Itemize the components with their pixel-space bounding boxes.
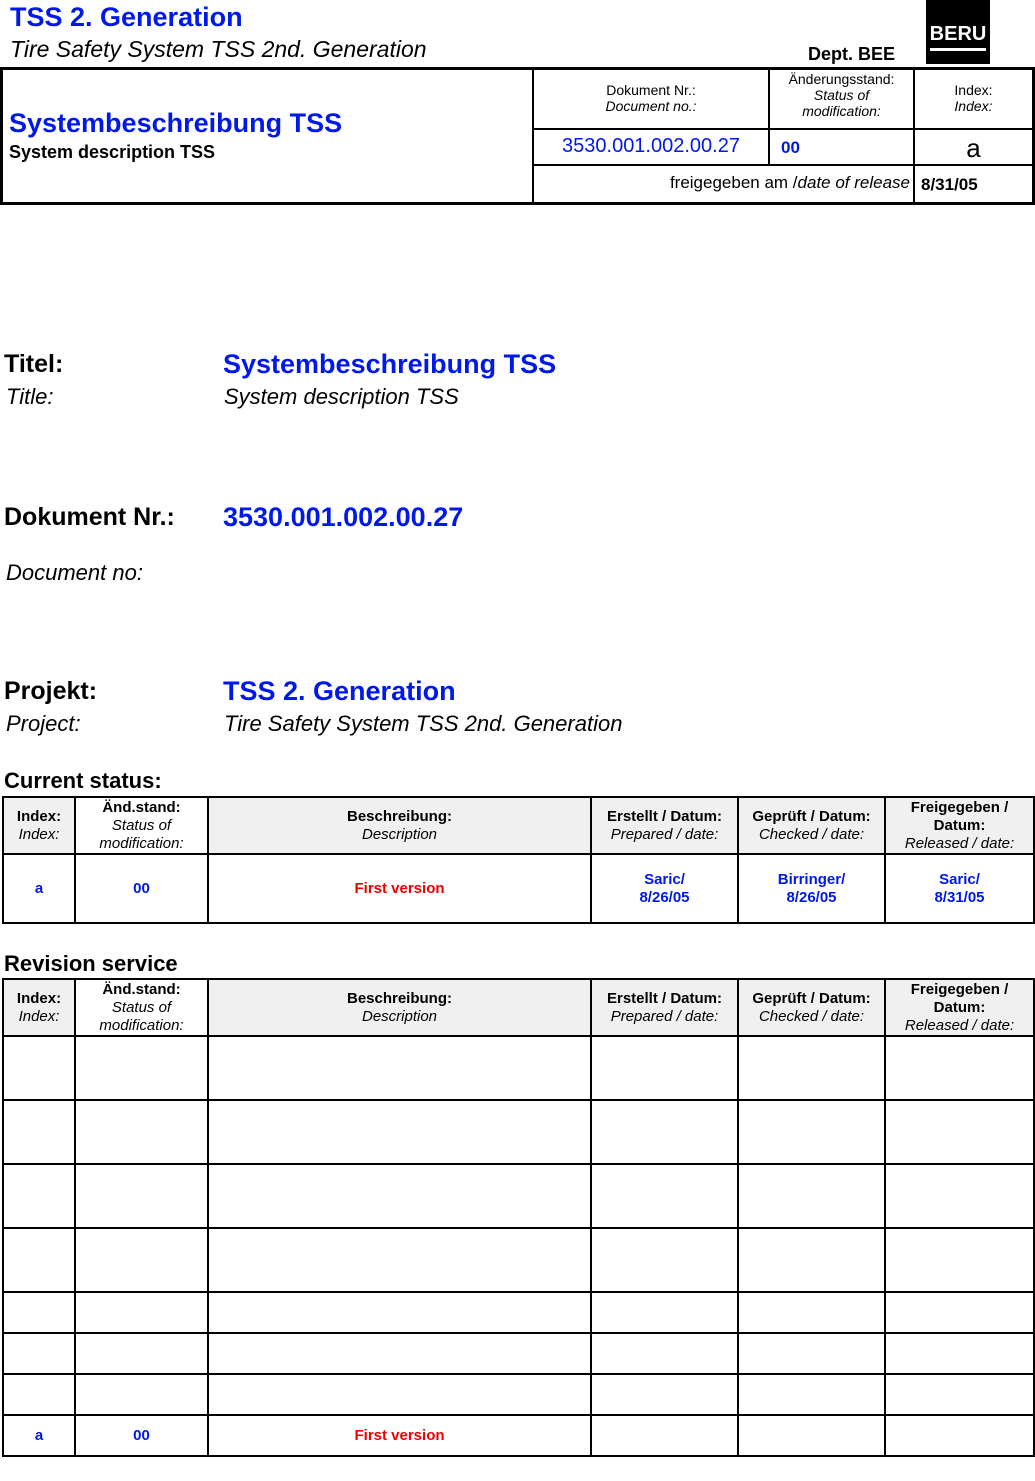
table-row (3, 1228, 1034, 1292)
title-value: Systembeschreibung TSS (223, 349, 557, 379)
current-status-heading: Current status: (4, 768, 162, 793)
docno-body-value: 3530.001.002.00.27 (223, 502, 464, 532)
project-value-en: Tire Safety System TSS 2nd. Generation (224, 711, 623, 736)
index-value: a (966, 133, 981, 163)
project-label-en: Project: (6, 711, 81, 736)
table-row (3, 1292, 1034, 1333)
status-value: 00 (781, 138, 800, 157)
col-prepared-header: Erstellt / Datum: Prepared / date: (591, 797, 738, 854)
row-released: Saric/ 8/31/05 (885, 854, 1034, 923)
table-header-row (3, 797, 1034, 854)
col-index-header: Index: Index: (3, 797, 75, 854)
col-status-header: Änd.stand: Status of modification: (75, 979, 208, 1036)
row-index: a (3, 1415, 75, 1456)
docno-body-label: Dokument Nr.: (4, 503, 175, 531)
release-label (534, 173, 910, 193)
project-value: TSS 2. Generation (223, 676, 456, 706)
row-prepared: Saric/ 8/26/05 (591, 854, 738, 923)
status-label-en-2: modification: (802, 103, 881, 120)
col-checked-header: Geprüft / Datum: Checked / date: (738, 797, 885, 854)
docno-value: 3530.001.002.00.27 (562, 135, 740, 157)
doc-title: Systembeschreibung TSS (9, 108, 343, 138)
row-status: 00 (75, 854, 208, 923)
release-label-en: date of release (797, 173, 910, 192)
col-checked-header: Geprüft / Datum: Checked / date: (738, 979, 885, 1036)
docno-label: Dokument Nr.: (606, 82, 696, 98)
col-released-header: Freigegeben / Datum: Released / date: (885, 979, 1034, 1036)
index-label: Index: (954, 82, 993, 98)
title-label-en: Title: (6, 384, 54, 409)
release-value: 8/31/05 (921, 175, 978, 194)
status-label-en-1: Status of (813, 87, 870, 104)
index-label-en: Index: (954, 98, 993, 115)
index-header-cell (915, 82, 1032, 114)
col-desc-header: Beschreibung: Description (208, 797, 591, 854)
department-label: Dept. BEE (808, 44, 896, 64)
header-subtitle: Tire Safety System TSS 2nd. Generation (10, 36, 427, 62)
docno-header-cell (534, 82, 768, 114)
title-label: Titel: (4, 350, 64, 378)
beru-logo-text: BERU (929, 23, 987, 45)
col-desc-header: Beschreibung: Description (208, 979, 591, 1036)
status-label: Änderungsstand: (788, 71, 895, 87)
row-description: First version (208, 854, 591, 923)
current-status-table (2, 796, 1035, 924)
header-title: TSS 2. Generation (10, 2, 243, 32)
revision-service-table (2, 978, 1035, 1457)
status-header-cell (770, 71, 913, 119)
col-released-header: Freigegeben / Datum: Released / date: (885, 797, 1034, 854)
docno-body-label-en: Document no: (6, 560, 143, 585)
revision-service-heading: Revision service (4, 951, 178, 976)
doc-title-en: System description TSS (9, 142, 216, 162)
release-label-de: freigegeben am / (669, 173, 798, 192)
table-row (3, 854, 1034, 923)
row-status: 00 (75, 1415, 208, 1456)
table-row (3, 1333, 1034, 1374)
row-index: a (3, 854, 75, 923)
table-row (3, 1100, 1034, 1164)
col-index-header: Index: Index: (3, 979, 75, 1036)
project-label: Projekt: (4, 677, 98, 705)
col-status-header: Änd.stand: Status of modification: (75, 797, 208, 854)
row-description: First version (208, 1415, 591, 1456)
beru-logo (926, 0, 990, 64)
col-prepared-header: Erstellt / Datum: Prepared / date: (591, 979, 738, 1036)
table-row (3, 1036, 1034, 1100)
table-header-row (3, 979, 1034, 1036)
row-checked: Birringer/ 8/26/05 (738, 854, 885, 923)
table-row (3, 1374, 1034, 1415)
table-row (3, 1415, 1034, 1456)
table-row (3, 1164, 1034, 1228)
title-value-en: System description TSS (224, 384, 459, 409)
docno-label-en: Document no.: (605, 98, 697, 115)
